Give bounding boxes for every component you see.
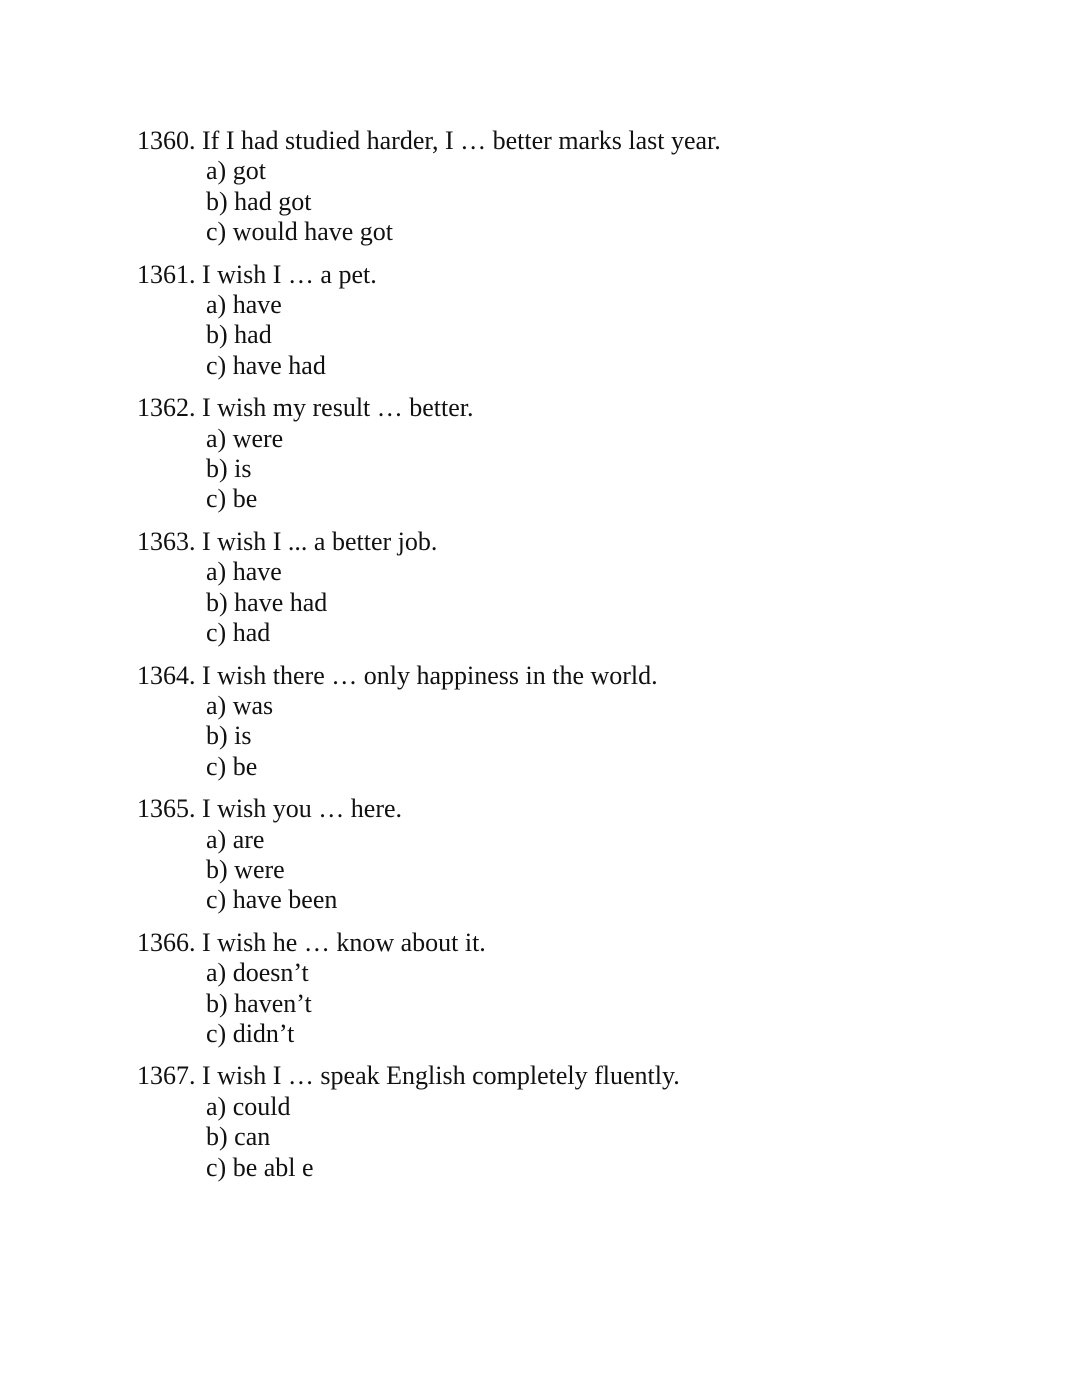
option-letter: b) — [206, 186, 228, 216]
question-number: 1363. — [137, 526, 196, 556]
option-letter: a) — [206, 958, 227, 988]
option-text: be — [232, 484, 258, 514]
option-list — [137, 958, 997, 1049]
question-stem — [137, 393, 997, 423]
option-list — [137, 691, 997, 782]
option-letter: b) — [206, 587, 228, 617]
question-1364 — [137, 661, 997, 783]
option-text: were — [234, 854, 285, 884]
option-text: was — [232, 690, 274, 720]
option-letter: c) — [206, 217, 227, 247]
option-letter: b) — [206, 320, 228, 350]
question-stem — [137, 928, 997, 958]
option-b — [206, 320, 997, 350]
question-stem — [137, 527, 997, 557]
option-text: be — [232, 751, 258, 781]
option-text: is — [234, 721, 252, 751]
option-list — [137, 825, 997, 916]
option-text: had got — [234, 186, 312, 216]
option-text: doesn’t — [232, 958, 309, 988]
option-list — [137, 1092, 997, 1183]
option-list — [137, 290, 997, 381]
option-b — [206, 1122, 997, 1152]
option-a — [206, 1092, 997, 1122]
option-a — [206, 958, 997, 988]
question-number: 1362. — [137, 393, 196, 423]
question-text: I wish I … speak English completely fluently. — [202, 1061, 680, 1091]
question-stem — [137, 260, 997, 290]
option-letter: b) — [206, 1122, 228, 1152]
option-letter: a) — [206, 557, 227, 587]
option-letter: b) — [206, 988, 228, 1018]
option-letter: c) — [206, 751, 227, 781]
question-1363 — [137, 527, 997, 649]
question-1361 — [137, 260, 997, 382]
option-c — [206, 217, 997, 247]
question-stem — [137, 1061, 997, 1091]
question-1367 — [137, 1061, 997, 1183]
option-text: could — [232, 1091, 291, 1121]
option-list — [137, 156, 997, 247]
question-1360 — [137, 126, 997, 248]
option-b — [206, 989, 997, 1019]
option-text: got — [232, 156, 266, 186]
option-letter: a) — [206, 824, 227, 854]
question-text: I wish I ... a better job. — [202, 526, 438, 556]
question-number: 1367. — [137, 1061, 196, 1091]
question-text: I wish I … a pet. — [202, 259, 377, 289]
option-text: would have got — [232, 217, 394, 247]
option-text: have been — [232, 885, 338, 915]
option-a — [206, 825, 997, 855]
question-1366 — [137, 928, 997, 1050]
option-text: had — [232, 618, 271, 648]
question-number: 1365. — [137, 794, 196, 824]
option-letter: c) — [206, 1152, 227, 1182]
question-stem — [137, 126, 997, 156]
option-text: have had — [232, 350, 326, 380]
option-letter: c) — [206, 484, 227, 514]
option-letter: b) — [206, 854, 228, 884]
option-text: be abl e — [232, 1152, 314, 1182]
option-list — [137, 424, 997, 515]
question-number: 1364. — [137, 660, 196, 690]
option-letter: a) — [206, 290, 227, 320]
option-text: were — [232, 423, 284, 453]
option-b — [206, 187, 997, 217]
option-letter: c) — [206, 618, 227, 648]
option-c — [206, 885, 997, 915]
option-letter: a) — [206, 156, 227, 186]
option-b — [206, 588, 997, 618]
option-b — [206, 855, 997, 885]
option-c — [206, 618, 997, 648]
option-list — [137, 557, 997, 648]
option-text: are — [232, 824, 265, 854]
option-letter: a) — [206, 690, 227, 720]
option-letter: b) — [206, 721, 228, 751]
question-number: 1360. — [137, 126, 196, 155]
option-text: have — [232, 290, 282, 320]
option-letter: a) — [206, 423, 227, 453]
question-stem — [137, 661, 997, 691]
option-c — [206, 752, 997, 782]
question-text: I wish my result … better. — [202, 393, 474, 423]
option-c — [206, 1019, 997, 1049]
option-text: haven’t — [234, 988, 312, 1018]
option-letter: b) — [206, 454, 228, 484]
option-text: didn’t — [232, 1018, 295, 1048]
option-text: had — [234, 320, 272, 350]
option-a — [206, 691, 997, 721]
option-a — [206, 290, 997, 320]
option-b — [206, 454, 997, 484]
option-letter: c) — [206, 1018, 227, 1048]
option-text: can — [234, 1122, 271, 1152]
option-b — [206, 721, 997, 751]
question-number: 1361. — [137, 259, 196, 289]
question-1362 — [137, 393, 997, 515]
question-text: I wish there … only happiness in the world. — [202, 660, 658, 690]
option-letter: a) — [206, 1091, 227, 1121]
option-text: have had — [234, 587, 328, 617]
option-c — [206, 1153, 997, 1183]
option-letter: c) — [206, 885, 227, 915]
question-stem — [137, 794, 997, 824]
question-text: I wish he … know about it. — [202, 927, 486, 957]
option-a — [206, 557, 997, 587]
option-letter: c) — [206, 350, 227, 380]
question-text: If I had studied harder, I … better marks last year. — [202, 126, 721, 155]
option-a — [206, 156, 997, 186]
question-text: I wish you … here. — [202, 794, 403, 824]
option-text: is — [234, 454, 252, 484]
question-list — [137, 126, 997, 1195]
option-text: have — [232, 557, 282, 587]
option-c — [206, 351, 997, 381]
question-number: 1366. — [137, 927, 196, 957]
question-1365 — [137, 794, 997, 916]
option-c — [206, 484, 997, 514]
option-a — [206, 424, 997, 454]
